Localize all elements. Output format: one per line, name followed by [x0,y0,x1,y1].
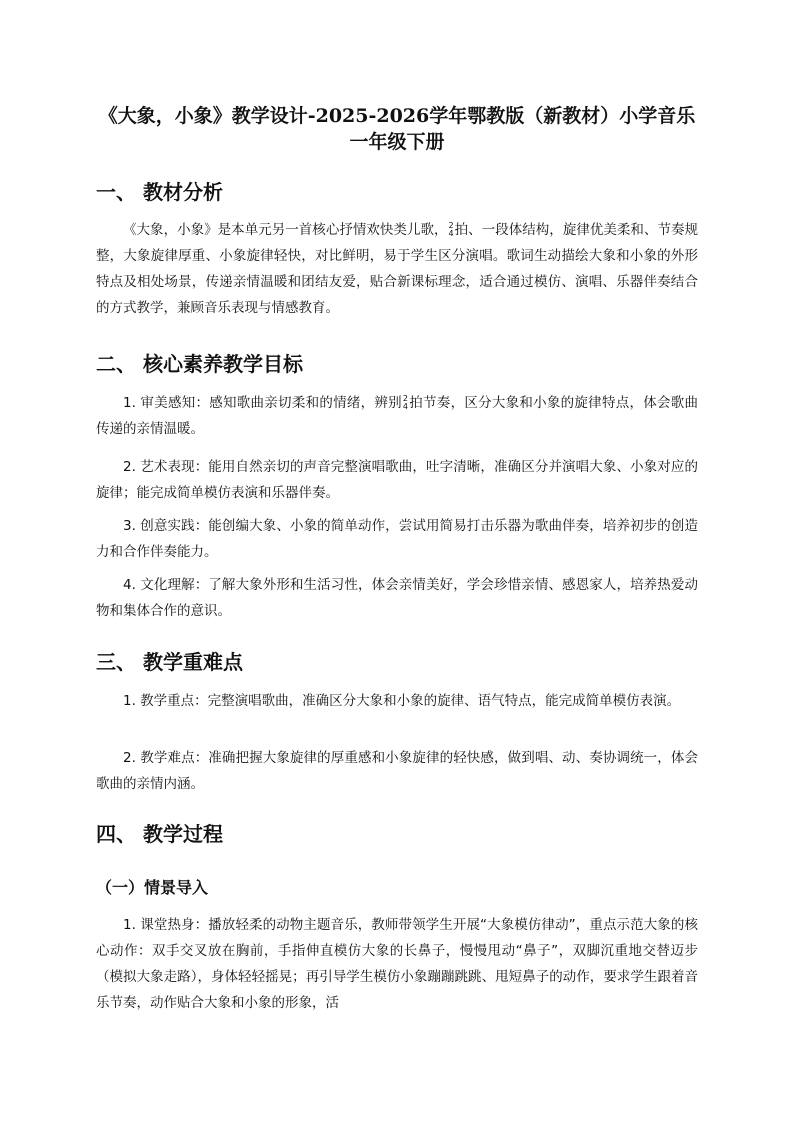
section-heading-key-points: 三、 教学重难点 [96,650,243,674]
goal-1-text-a: 1. 审美感知：感知歌曲亲切柔和的情绪，辨别 [123,395,402,411]
document-title [96,103,698,155]
meter-numerator: 2 [448,221,454,230]
meter-denominator: 4 [448,229,454,238]
goal-1-text-b: 拍节奏，区分大象和小象的旋律特点，体会歌曲传递的亲情温暖。 [96,395,699,437]
title-line-1: 《大象，小象》教学设计-2025-2026学年鄂教版（新教材）小学音乐 [98,105,696,127]
meter-denominator: 4 [402,402,409,411]
meter-numerator: 2 [402,394,409,403]
key-point-2: 2. 教学难点：准确把握大象旋律的厚重感和小象旋律的轻快感，做到唱、动、奏协调统一，体会歌曲的亲情内涵。 [96,750,698,792]
goal-item-4: 4. 文化理解：了解大象外形和生活习性，体会亲情美好，学会珍惜亲情、感恩家人，培养热爱动物和集体合作的意识。 [96,577,698,619]
warmup-paragraph: 1. 课堂热身：播放轻柔的动物主题音乐，教师带领学生开展“大象模仿律动”，重点示范大象的核心动作：双手交叉放在胸前，手指伸直模仿大象的长鼻子，慢慢甩动“鼻子”，双脚沉重地交替迈步（模拟大象走路），身体轻轻摇晃；再引导学生模仿小象蹦蹦跳跳、甩短鼻子的动作，要求学生跟着音乐节奏，动作贴合大象和小象的形象，活 [96,917,698,1011]
goal-item-3: 3. 创意实践：能创编大象、小象的简单动作，尝试用简易打击乐器为歌曲伴奏，培养初步的创造力和合作伴奏能力。 [96,518,698,560]
section-heading-analysis: 一、 教材分析 [96,180,223,204]
meter-fraction [403,395,408,411]
title-line-2: 一年级下册 [349,131,445,153]
analysis-text-b: 拍、一段体结构，旋律优美柔和、节奏规整，大象旋律厚重、小象旋律轻快，对比鲜明，易于学生区分演唱。歌词生动描绘大象和小象的外形特点及相处场景，传递亲情温暖和团结友爱，贴合新课标理念，适合通过模仿、演唱、乐器伴奏结合的方式教学，兼顾音乐表现与情感教育。 [96,222,699,316]
section-heading-goals: 二、 核心素养教学目标 [96,352,303,376]
key-point-1: 1. 教学重点：完整演唱歌曲，准确区分大象和小象的旋律、语气特点，能完成简单模仿表演。 [123,693,681,709]
subsection-heading-intro: （一）情景导入 [96,878,209,897]
section-heading-process: 四、 教学过程 [96,822,223,846]
goal-item-1 [96,390,698,442]
meter-fraction [449,222,454,238]
analysis-text-a: 《大象，小象》是本单元另一首核心抒情欢快类儿歌， [123,222,448,238]
analysis-paragraph [96,217,698,321]
goal-item-2: 2. 艺术表现：能用自然亲切的声音完整演唱歌曲，吐字清晰，准确区分并演唱大象、小象对应的旋律；能完成简单模仿表演和乐器伴奏。 [96,459,698,501]
